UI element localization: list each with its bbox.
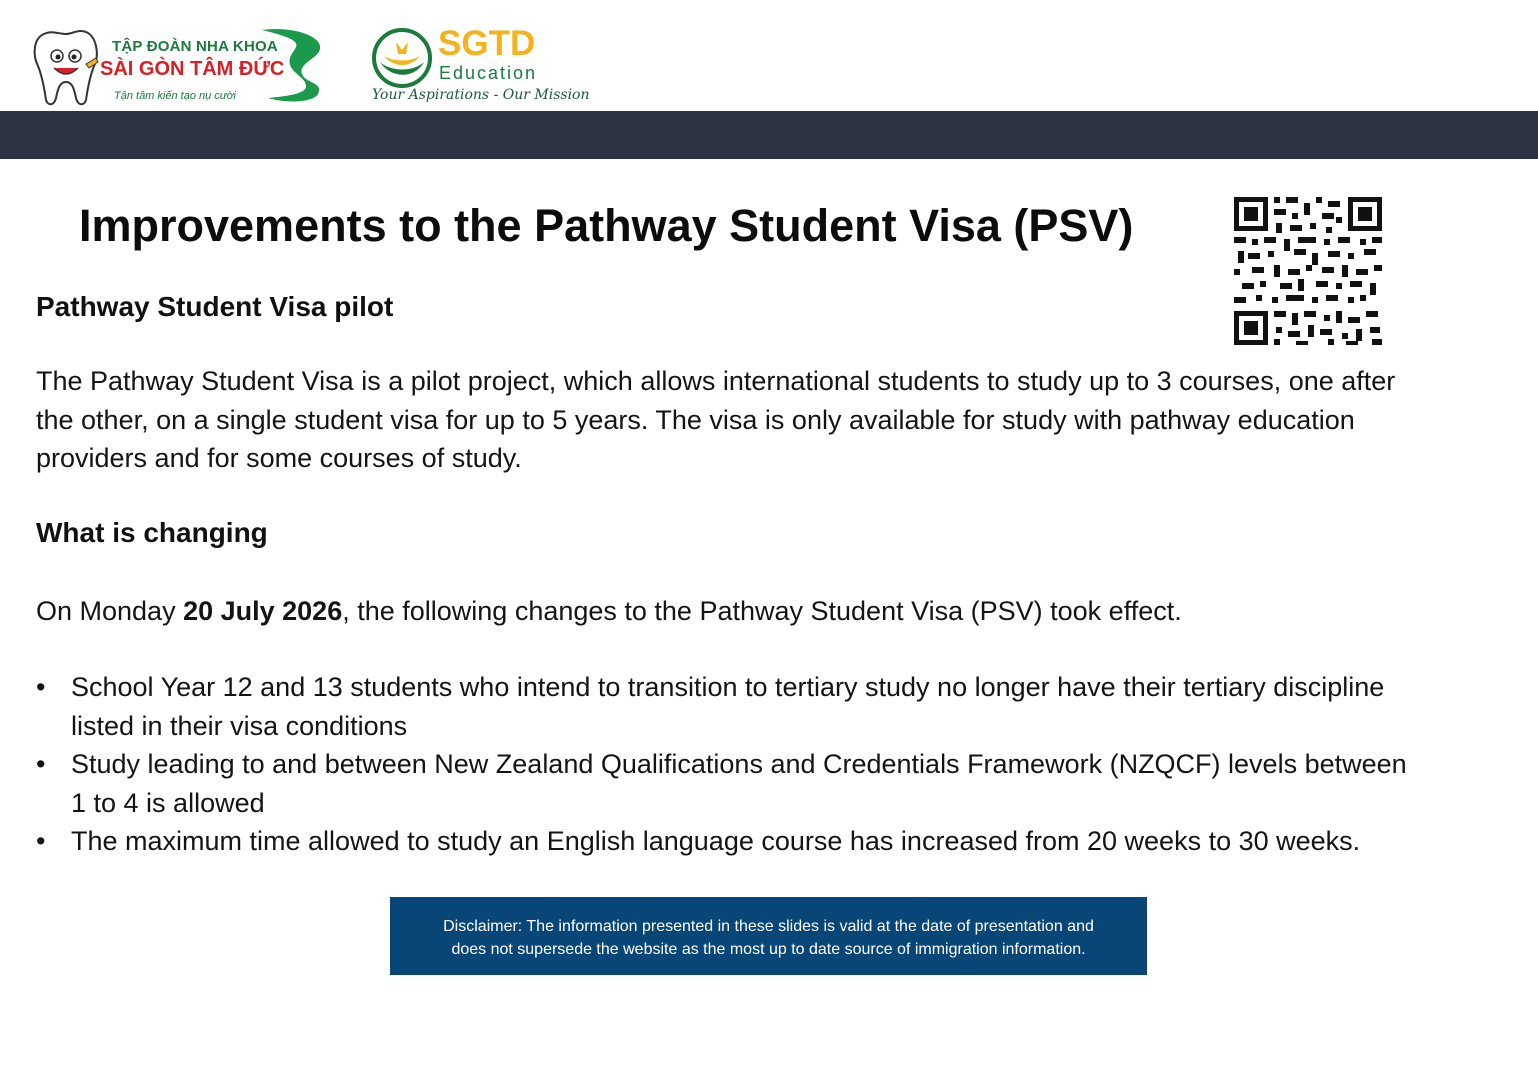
- disclaimer-box: [390, 897, 1147, 975]
- sgtd-education-logo: [370, 24, 590, 110]
- header-band: [0, 111, 1538, 159]
- logo2-tagline: Your Aspirations - Our Mission: [372, 87, 590, 103]
- header: [0, 0, 1538, 111]
- page-title: Improvements to the Pathway Student Visa (PSV): [79, 200, 1134, 251]
- change-intro: [36, 592, 1416, 631]
- logo2-sub: Education: [439, 63, 538, 83]
- qr-code-icon: [1232, 195, 1384, 347]
- change-intro-prefix: On Monday: [36, 596, 184, 626]
- tooth-mascot-icon: [30, 24, 102, 108]
- list-item-text: The maximum time allowed to study an English language course has increased from 20 weeks to 30 weeks.: [71, 826, 1361, 856]
- logo-line2: SÀI GÒN TÂM ĐỨC: [100, 58, 285, 80]
- bullet-icon: •: [36, 826, 46, 856]
- logo2-brand: SGTD: [438, 24, 536, 63]
- saigon-tam-duc-logo: [30, 24, 330, 108]
- pilot-description: The Pathway Student Visa is a pilot project, which allows international students to study up to 3 courses, one after the other, on a single student visa for up to 5 years. The visa is only available for study with pathway education providers and for some courses of study.: [36, 366, 1396, 473]
- list-item: [36, 668, 1416, 745]
- bullet-icon: •: [36, 672, 46, 702]
- section-heading-pilot: Pathway Student Visa pilot: [36, 291, 394, 322]
- list-item: [36, 745, 1416, 822]
- section-heading-changes: What is changing: [36, 517, 268, 548]
- bullet-icon: •: [36, 749, 46, 779]
- disclaimer-line2: does not supersede the website as the most up to date source of immigration information.: [451, 941, 1086, 958]
- disclaimer-line1: Disclaimer: The information presented in these slides is valid at the date of presentation and: [443, 918, 1094, 935]
- logo-line1: TẬP ĐOÀN NHA KHOA: [112, 38, 278, 55]
- change-date: 20 July 2026: [183, 596, 343, 626]
- sgtd-emblem-icon: [372, 28, 432, 88]
- changes-list: [36, 668, 1416, 861]
- change-intro-suffix: , the following changes to the Pathway Student Visa (PSV) took effect.: [342, 596, 1182, 626]
- list-item: [36, 822, 1416, 861]
- logo-tagline: Tận tâm kiến tạo nụ cười: [114, 90, 236, 102]
- list-item-text: School Year 12 and 13 students who intend to transition to tertiary study no longer have their tertiary discipline listed in their visa conditions: [71, 672, 1385, 741]
- list-item-text: Study leading to and between New Zealand Qualifications and Credentials Framework (NZQCF) levels between 1 to 4 is allowed: [71, 749, 1407, 818]
